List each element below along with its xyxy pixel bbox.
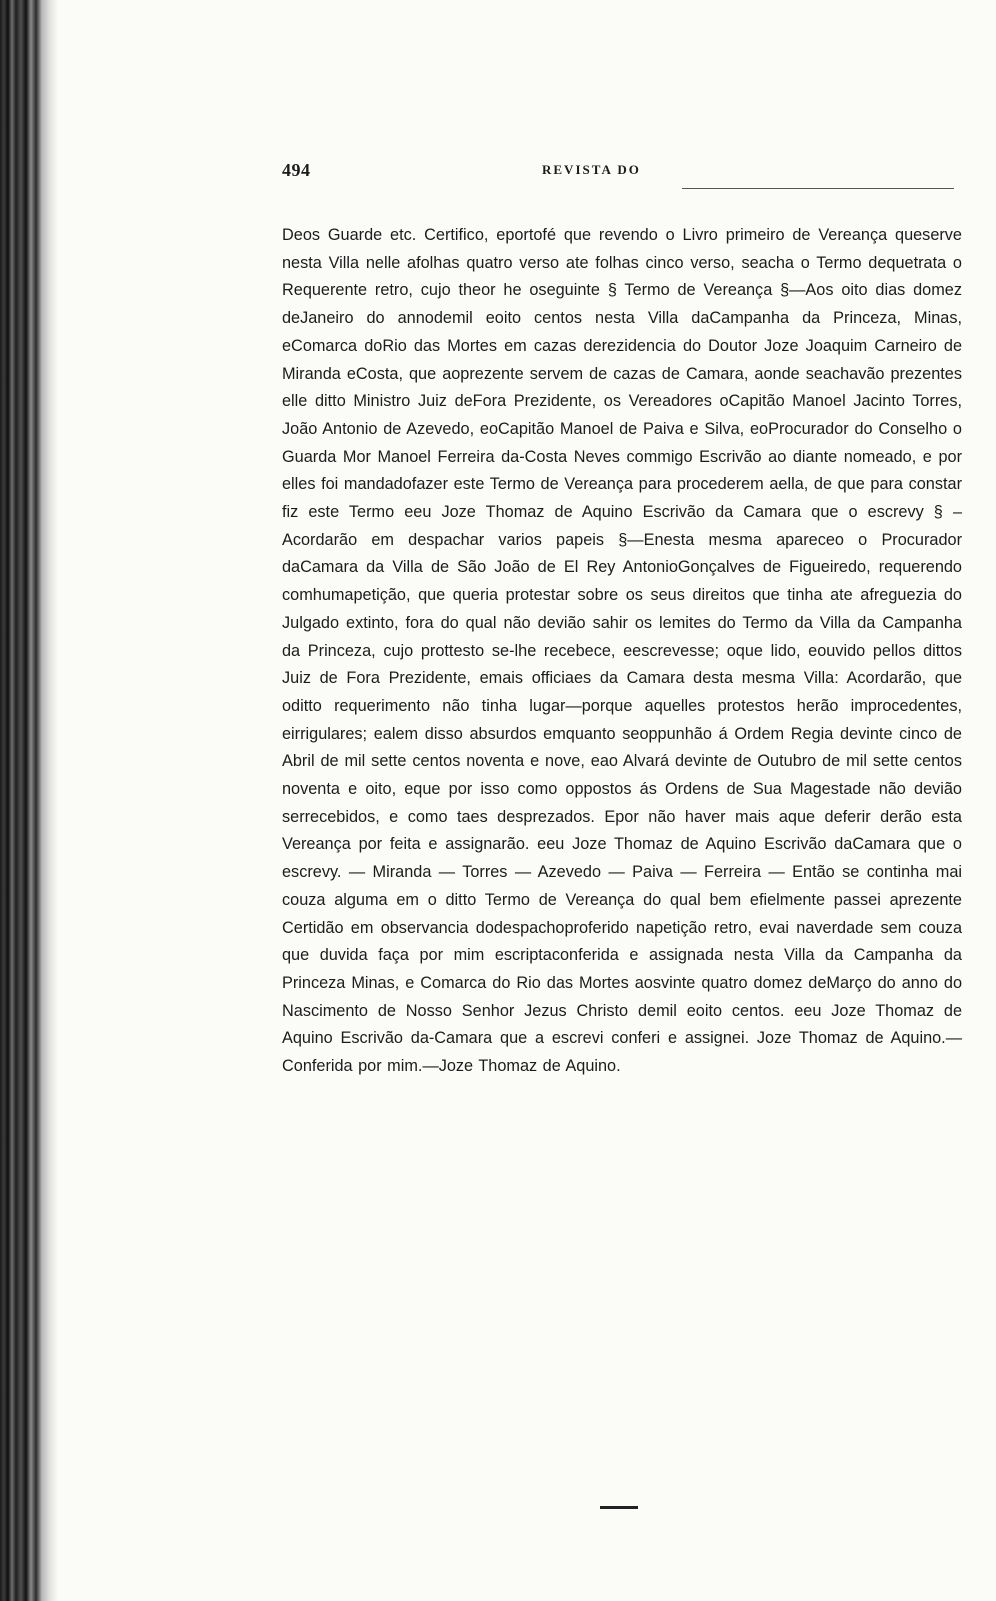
end-rule: [600, 1506, 638, 1509]
body-text: [282, 222, 962, 1081]
binding-gutter: [0, 0, 58, 1601]
page-content: [282, 150, 962, 1081]
header-rule: [682, 188, 954, 189]
running-head: [282, 150, 962, 186]
body-paragraph: Deos Guarde etc. Certifico, eportofé que revendo o Livro primeiro de Vereança queserve nesta Villa nelle afolhas quatro verso ate folhas cinco verso, seacha o Termo dequetrata o Requerente retro, cujo theor he oseguinte § Termo de Vereança §—Aos oito dias domez deJaneiro do annodemil eoito centos nesta Villa daCampanha da Princeza, Minas, eComarca doRio das Mortes em cazas derezidencia do Doutor Joze Joaquim Carneiro de Miranda eCosta, que aoprezente servem de cazas de Camara, aonde seachavão prezentes elle ditto Ministro Juiz deFora Prezidente, os Vereadores oCapitão Manoel Jacinto Torres, João Antonio de Azevedo, eoCapitão Manoel de Paiva e Silva, eoProcurador do Conselho o Guarda Mor Manoel Ferreira da-Costa Neves commigo Escrivão ao diante nomeado, e por elles foi mandadofazer este Termo de Vereança para procederem aella, de que para constar fiz este Termo eeu Joze Thomaz de Aquino Escrivão da Camara que o escrevy § –Acordarão em despachar varios papeis §—Enesta mesma apareceo o Procurador daCamara da Villa de São João de El Rey AntonioGonçalves de Figueiredo, requerendo comhumapetição, que queria protestar sobre os seus direitos que tinha ate afreguezia do Julgado extinto, fora do qual não devião sahir os lemites do Termo da Villa da Campanha da Princeza, cujo prottesto se-lhe recebece, eescrevesse; oque lido, eouvido pellos dittos Juiz de Fora Prezidente, emais officiaes da Camara desta mesma Villa: Acordarão, que oditto requerimento não tinha lugar—porque aquelles protestos herão improcedentes, eirrigulares; ealem disso absurdos emquanto seoppunhão á Ordem Regia devinte cinco de Abril de mil sette centos noventa e nove, eao Alvará devinte de Outubro de mil sette centos noventa e oito, eque por isso como oppostos ás Ordens de Sua Magestade não devião serrecebidos, e como taes desprezados. Epor não haver mais aque deferir derão esta Vereança por feita e assignarão. eeu Joze Thomaz de Aquino Escrivão daCamara que o escrevy. — Miranda — Torres — Azevedo — Paiva — Ferreira — Então se continha mai couza alguma em o ditto Termo de Vereança do qual bem efielmente passei aprezente Certidão em observancia dodespachoproferido napetição retro, evai naverdade sem couza que duvida faça por mim escriptaconferida e assignada nesta Villa da Campanha da Princeza Minas, e Comarca do Rio das Mortes aosvinte quatro domez deMarço do anno do Nascimento de Nosso Senhor Jezus Christo demil eoito centos. eeu Joze Thomaz de Aquino Escrivão da-Camara que a escrevi conferi e assignei. Joze Thomaz de Aquino.—Conferida por mim.—Joze Thomaz de Aquino.: [282, 226, 962, 1076]
running-title: REVISTA DO: [542, 162, 641, 177]
page-number: 494: [282, 160, 311, 180]
